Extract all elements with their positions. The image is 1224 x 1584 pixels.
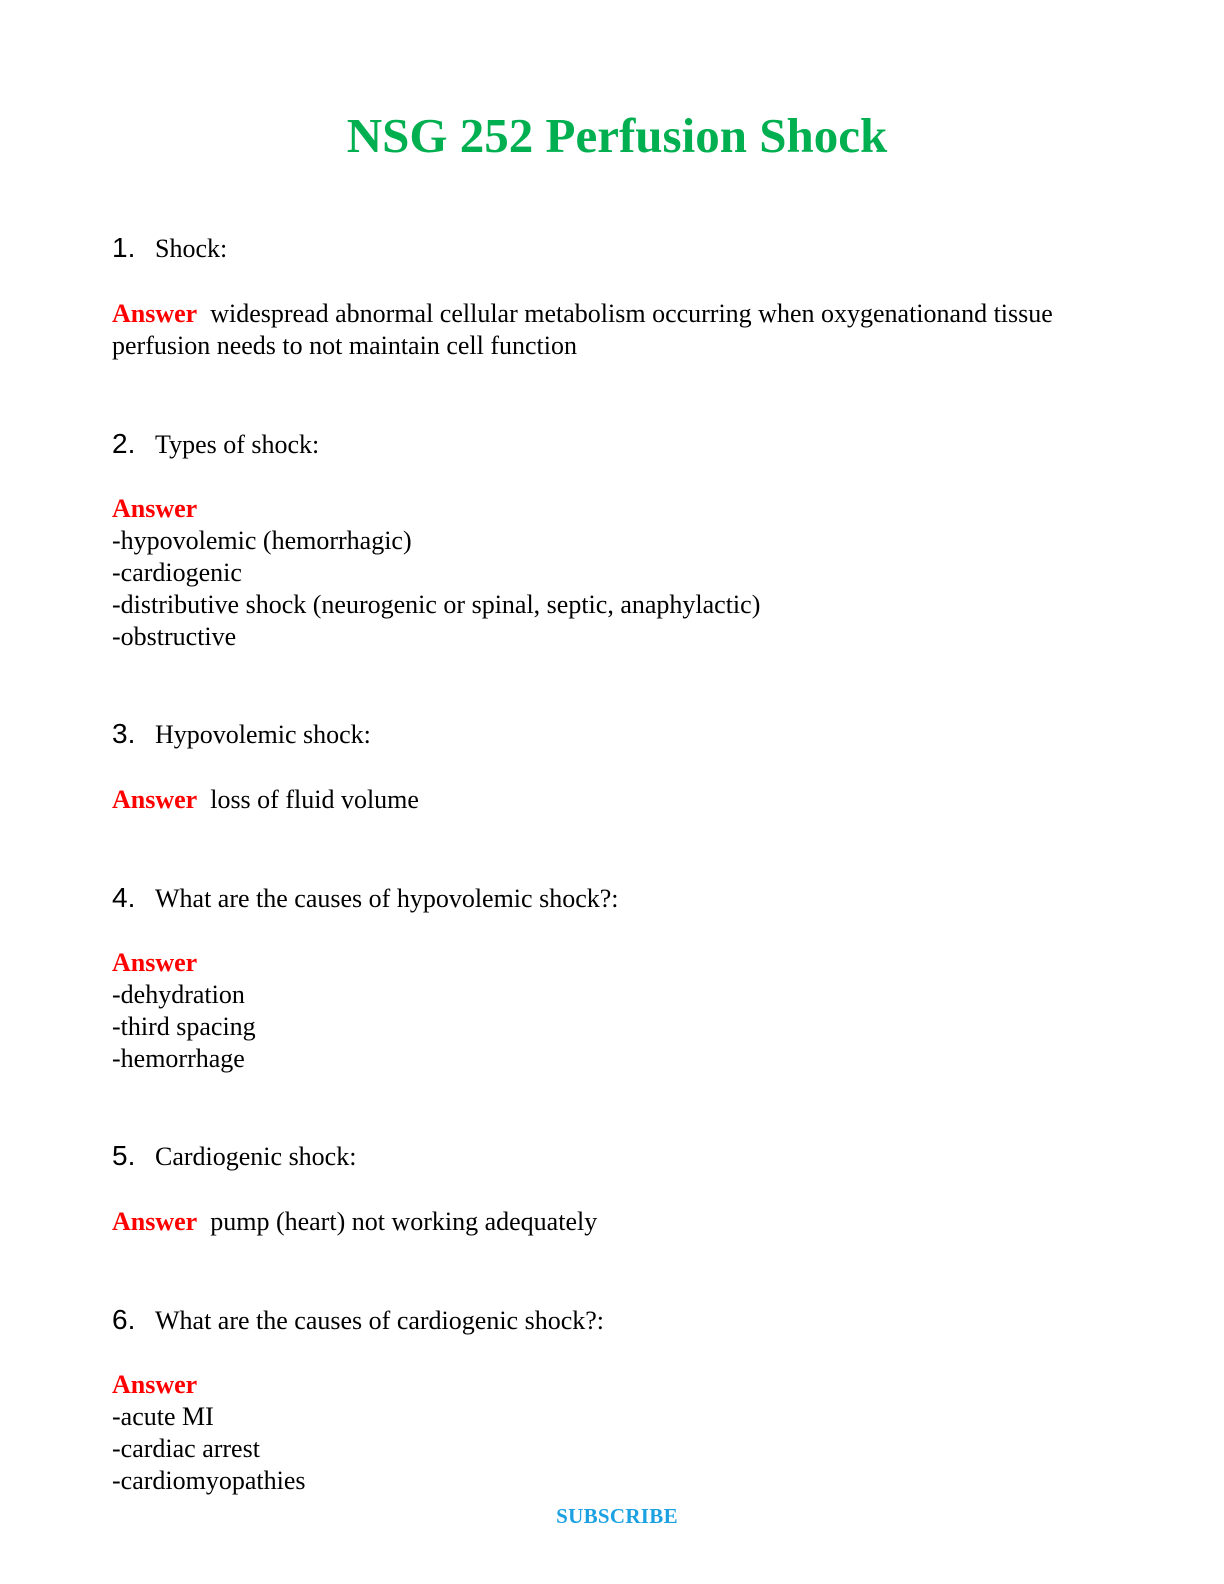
question-number: 1. bbox=[112, 232, 136, 263]
answer-line: -cardiogenic bbox=[112, 558, 242, 587]
answer-line: perfusion needs to not maintain cell function bbox=[112, 331, 577, 360]
answer-line bbox=[112, 784, 1122, 816]
question-number: 2. bbox=[112, 428, 136, 459]
question-number: 3. bbox=[112, 718, 136, 749]
answer-label: Answer bbox=[112, 948, 198, 977]
answer-text: widespread abnormal cellular metabolism occurring when oxygenationand tissue bbox=[210, 299, 1053, 328]
answer-text: pump (heart) not working adequately bbox=[210, 1207, 598, 1236]
question-text: Cardiogenic shock: bbox=[155, 1142, 357, 1171]
answer-line: -acute MI bbox=[112, 1402, 214, 1431]
answer-2 bbox=[112, 493, 1122, 653]
answer-6 bbox=[112, 1369, 1122, 1497]
answer-line bbox=[112, 298, 1122, 330]
answer-line: -dehydration bbox=[112, 980, 245, 1009]
question-text: What are the causes of cardiogenic shock?: bbox=[155, 1306, 605, 1335]
answer-line: -distributive shock (neurogenic or spinal, septic, anaphylactic) bbox=[112, 590, 761, 619]
answer-line: -hypovolemic (hemorrhagic) bbox=[112, 526, 412, 555]
answer-label: Answer bbox=[112, 1370, 198, 1399]
question-number: 4. bbox=[112, 882, 136, 913]
question-2 bbox=[112, 428, 319, 461]
question-text: What are the causes of hypovolemic shock?: bbox=[155, 884, 619, 913]
question-text: Shock: bbox=[155, 234, 228, 263]
subscribe-link[interactable]: SUBSCRIBE bbox=[556, 1504, 678, 1528]
question-number: 6. bbox=[112, 1304, 136, 1335]
answer-1 bbox=[112, 298, 1122, 362]
question-text: Hypovolemic shock: bbox=[155, 720, 371, 749]
answer-line: -cardiomyopathies bbox=[112, 1466, 306, 1495]
question-6 bbox=[112, 1304, 604, 1337]
answer-label: Answer bbox=[112, 299, 198, 328]
answer-3 bbox=[112, 784, 1122, 816]
question-text: Types of shock: bbox=[155, 430, 320, 459]
answer-text: loss of fluid volume bbox=[210, 785, 419, 814]
question-3 bbox=[112, 718, 371, 751]
answer-line: -obstructive bbox=[112, 622, 237, 651]
question-5 bbox=[112, 1140, 356, 1173]
answer-5 bbox=[112, 1206, 1122, 1238]
answer-line: -third spacing bbox=[112, 1012, 256, 1041]
answer-line: -cardiac arrest bbox=[112, 1434, 260, 1463]
answer-4 bbox=[112, 947, 1122, 1075]
question-1 bbox=[112, 232, 227, 265]
answer-line: -hemorrhage bbox=[112, 1044, 245, 1073]
question-number: 5. bbox=[112, 1140, 136, 1171]
answer-label: Answer bbox=[112, 785, 198, 814]
answer-label: Answer bbox=[112, 1207, 198, 1236]
document-title: NSG 252 Perfusion Shock bbox=[346, 108, 888, 163]
answer-line bbox=[112, 1206, 1122, 1238]
answer-label: Answer bbox=[112, 494, 198, 523]
question-4 bbox=[112, 882, 619, 915]
